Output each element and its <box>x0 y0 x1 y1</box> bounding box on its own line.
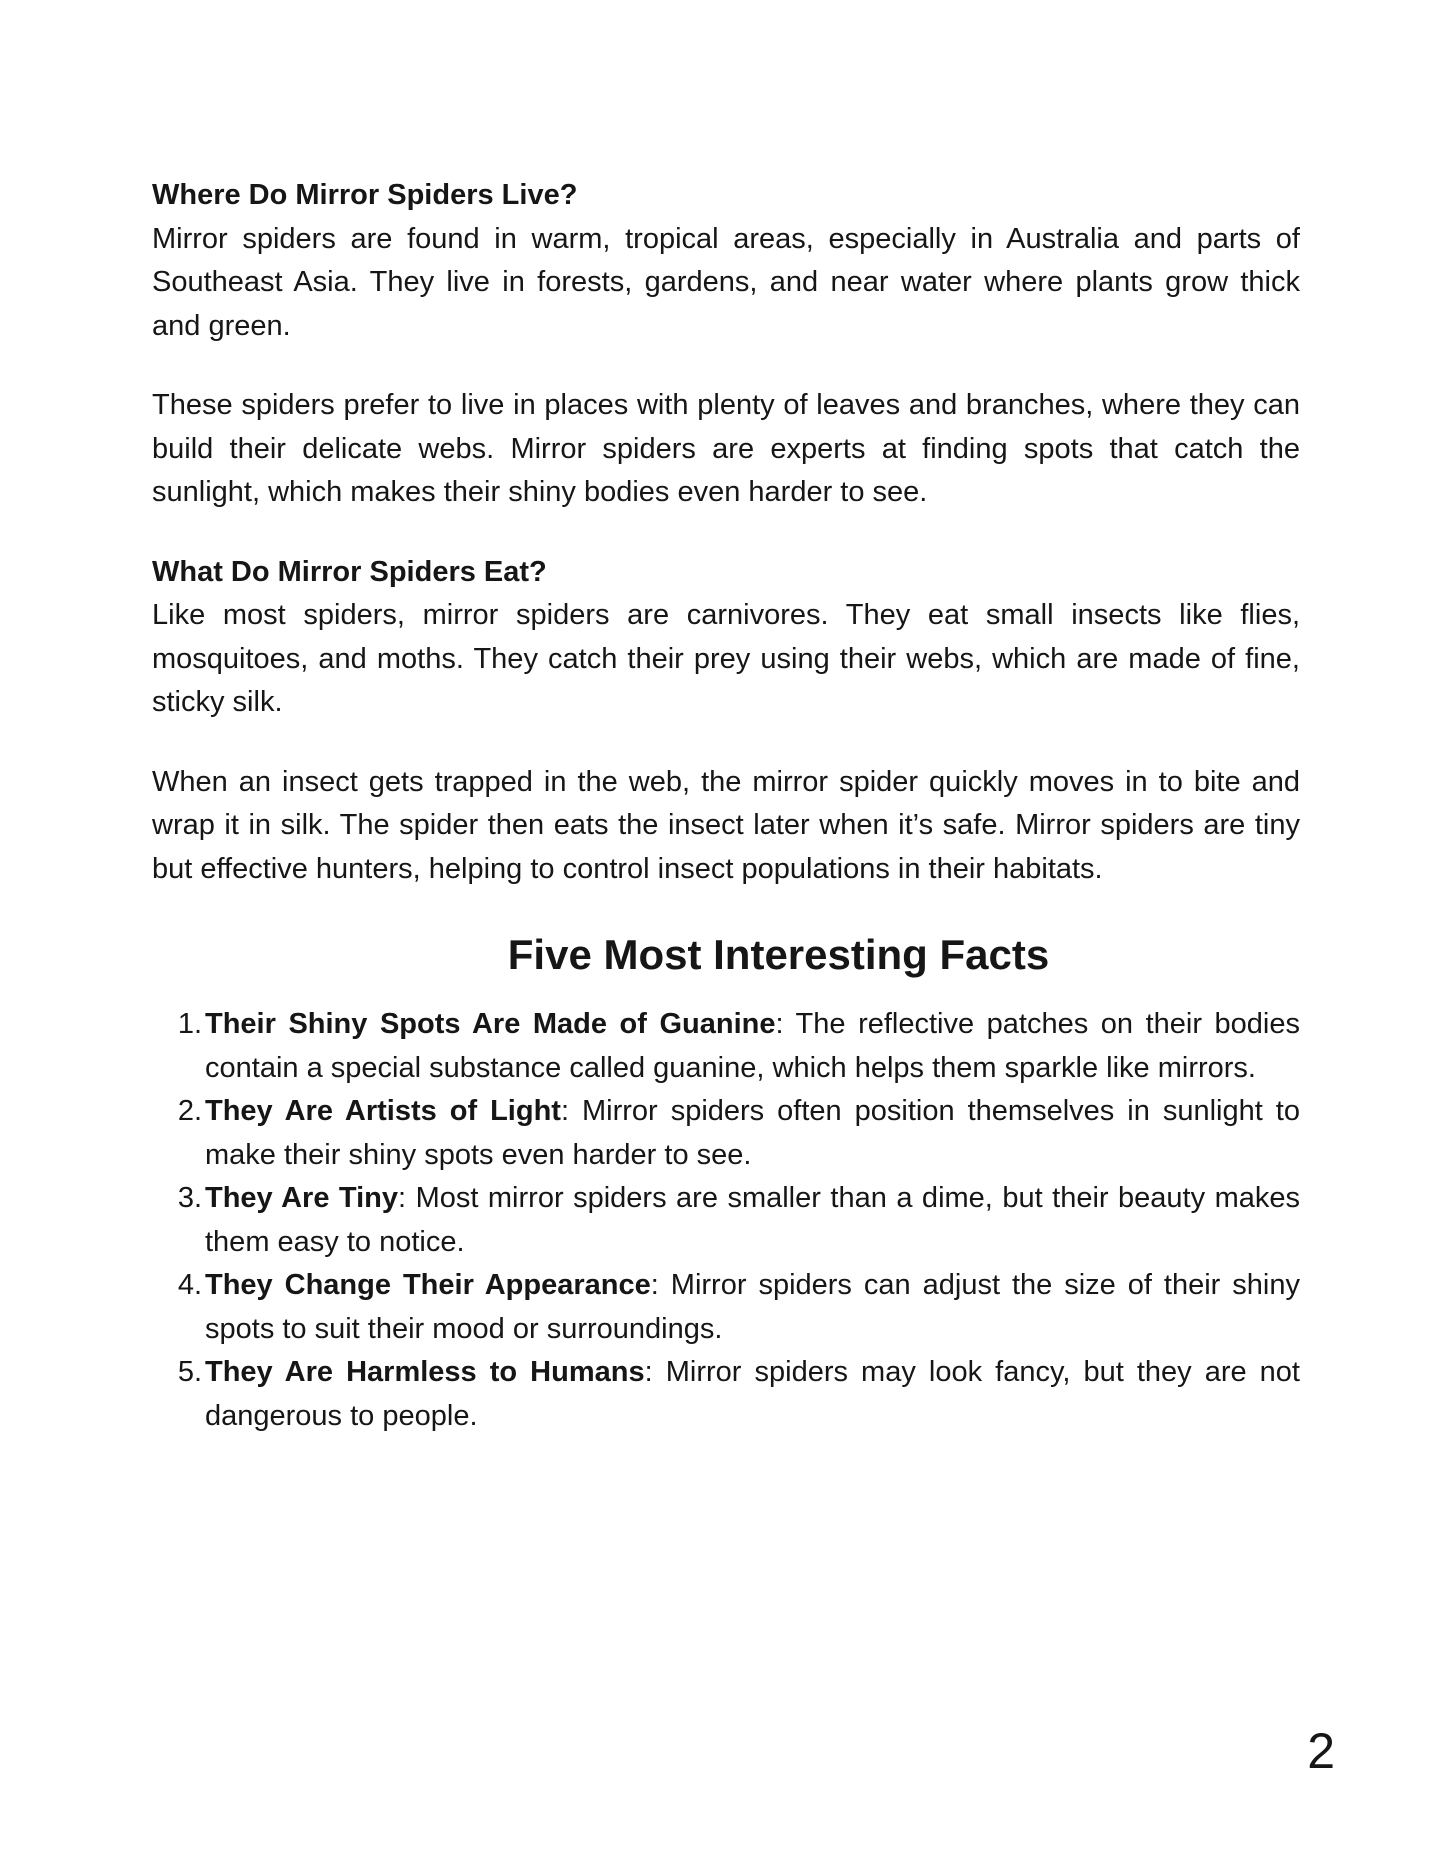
section-heading: What Do Mirror Spiders Eat? <box>152 555 547 588</box>
fact-title: They Are Tiny <box>205 1182 399 1214</box>
page-number: 2 <box>1307 1723 1335 1779</box>
fact-item <box>152 1090 1300 1177</box>
fact-number: 3. <box>177 1182 202 1214</box>
fact-text: : Mirror spiders can adjust the size of their shiny spots to suit their mood or surroundings. <box>205 1269 1300 1345</box>
fact-text: : Most mirror spiders are smaller than a dime, but their beauty makes them easy to notice. <box>205 1182 1301 1258</box>
fact-item <box>152 1264 1300 1351</box>
facts-title: Five Most Interesting Facts <box>507 931 1050 978</box>
paragraph: Like most spiders, mirror spiders are carnivores. They eat small insects like flies, mosquitoes, and moths. They catch their prey using their webs, which are made of fine, sticky silk. <box>152 599 1300 718</box>
fact-text: : The reflective patches on their bodies contain a special substance called guanine, which helps them sparkle like mirrors. <box>205 1008 1300 1084</box>
paragraph-block <box>152 761 1300 892</box>
facts-list <box>152 1003 1300 1438</box>
paragraph: Mirror spiders are found in warm, tropical areas, especially in Australia and parts of Southeast Asia. They live in forests, gardens, and near water where plants grow thick and green. <box>152 222 1300 342</box>
fact-text: : Mirror spiders may look fancy, but they are not dangerous to people. <box>205 1356 1300 1432</box>
fact-title: They Are Harmless to Humans <box>205 1356 645 1388</box>
fact-title: They Are Artists of Light <box>205 1095 561 1127</box>
paragraph: When an insect gets trapped in the web, the mirror spider quickly moves in to bite and wrap it in silk. The spider then eats the insect later when it’s safe. Mirror spiders are tiny but effective hunters, helping to control insect populations in their habitats. <box>152 765 1300 885</box>
fact-item <box>152 1003 1300 1090</box>
fact-item <box>152 1177 1300 1264</box>
fact-title: They Change Their Appearance <box>205 1269 651 1301</box>
section-what-do-mirror-spiders-eat <box>152 551 1300 725</box>
fact-text: : Mirror spiders often position themselves in sunlight to make their shiny spots even harder to see. <box>205 1095 1300 1171</box>
fact-title: Their Shiny Spots Are Made of Guanine <box>205 1008 776 1040</box>
paragraph: These spiders prefer to live in places with plenty of leaves and branches, where they can build their delicate webs. Mirror spiders are experts at finding spots that catch the sunlight, which makes their shiny bodies even harder to see. <box>152 389 1300 508</box>
paragraph-block <box>152 384 1300 515</box>
fact-number: 2. <box>177 1095 202 1127</box>
fact-number: 4. <box>177 1269 202 1301</box>
fact-number: 1. <box>177 1008 202 1040</box>
fact-number: 5. <box>177 1356 202 1388</box>
section-where-do-mirror-spiders-live <box>152 174 1300 348</box>
section-heading: Where Do Mirror Spiders Live? <box>152 179 578 211</box>
fact-item <box>152 1351 1300 1438</box>
